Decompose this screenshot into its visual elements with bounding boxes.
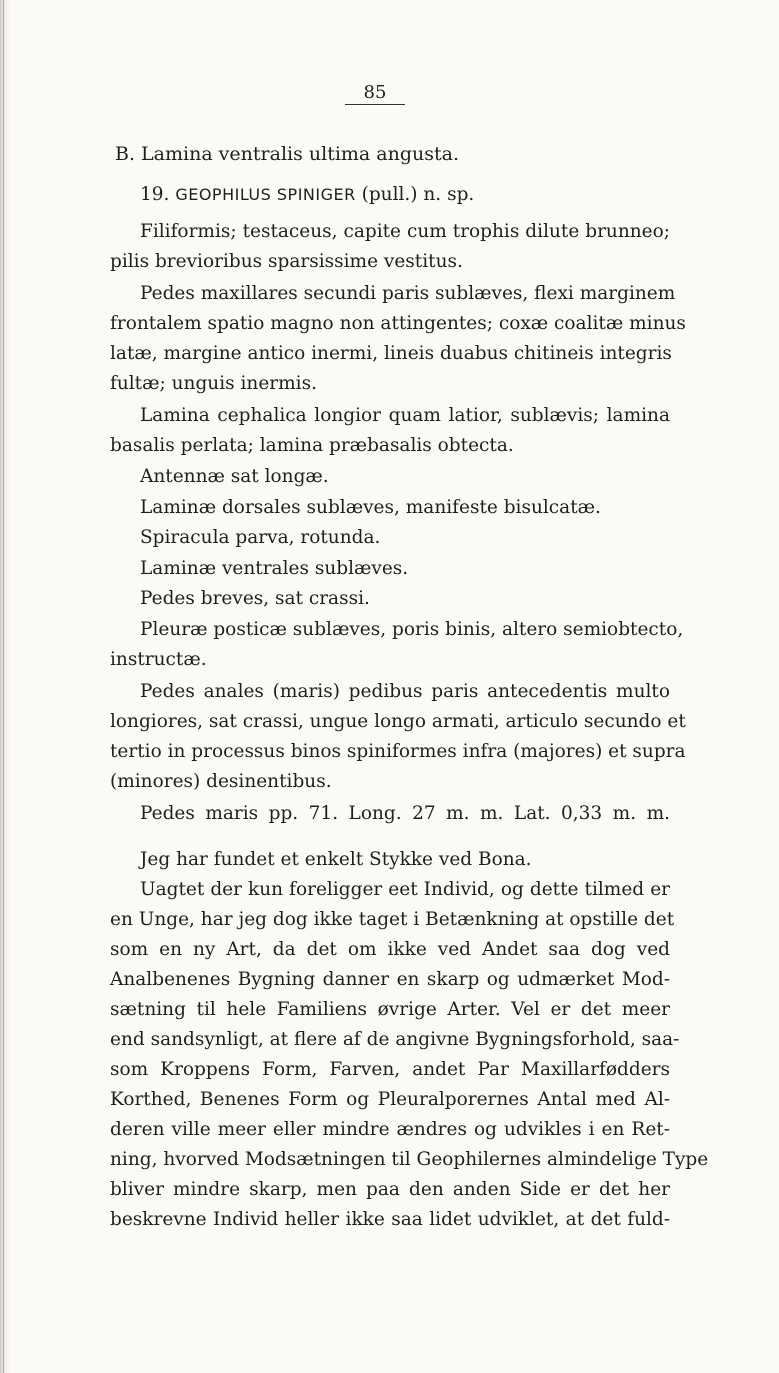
text-line: Laminæ dorsales sublæves, manifeste bisulcatæ. — [140, 497, 601, 518]
species-author: (pull.) n. sp. — [361, 184, 475, 205]
text-line: Spiracula parva, rotunda. — [140, 527, 381, 548]
section-heading: B. Lamina ventralis ultima angusta. — [115, 143, 460, 165]
text-line: Filiformis; testaceus, capite cum trophis dilute brunneo; — [140, 221, 670, 242]
text-line: som en ny Art, da det om ikke ved Andet saa dog ved — [110, 939, 670, 960]
text-line: deren ville meer eller mindre ændres og udvikles i en Ret- — [110, 1119, 670, 1140]
text-line: longiores, sat crassi, ungue longo armati, articulo secundo et — [110, 711, 686, 732]
text-line: basalis perlata; lamina præbasalis obtecta. — [110, 435, 514, 456]
text-line: frontalem spatio magno non attingentes; coxæ coalitæ minus — [110, 313, 686, 334]
text-line: som Kroppens Form, Farven, andet Par Maxillarfødders — [110, 1059, 670, 1080]
text-line: Antennæ sat longæ. — [140, 466, 329, 487]
text-line: beskrevne Individ heller ikke saa lidet udviklet, at det fuld- — [110, 1209, 670, 1230]
text-line: ning, hvorved Modsætningen til Geophilernes almindelige Type — [110, 1149, 709, 1170]
text-line: instructæ. — [110, 649, 207, 670]
text-line: Korthed, Benenes Form og Pleuralporernes Antal med Al- — [110, 1089, 670, 1110]
text-line: sætning til hele Familiens øvrige Arter. Vel er det meer — [110, 999, 670, 1020]
text-line: Uagtet der kun foreligger eet Individ, og dette tilmed er — [140, 879, 670, 900]
species-name: GEOPHILUS SPINIGER — [175, 185, 356, 204]
text-line: Pleuræ posticæ sublæves, poris binis, altero semiobtecto, — [140, 619, 684, 640]
text-line: Lamina cephalica longior quam latior, sublævis; lamina — [140, 405, 670, 426]
text-line: Analbenenes Bygning danner en skarp og udmærket Mod- — [110, 969, 670, 990]
text-line: en Unge, har jeg dog ikke taget i Betænkning at opstille det — [110, 909, 675, 930]
text-line: Jeg har fundet et enkelt Stykke ved Bona. — [140, 849, 532, 870]
species-number: 19. — [140, 184, 170, 205]
page-number: 85 — [345, 82, 405, 105]
text-line: end sandsynligt, at flere af de angivne Bygningsforhold, saa- — [110, 1029, 680, 1050]
text-line: Pedes breves, sat crassi. — [140, 588, 370, 609]
measurements-line: Pedes maris pp. 71. Long. 27 m. m. Lat. 0,33 m. m. — [140, 803, 670, 824]
text-line: fultæ; unguis inermis. — [110, 373, 317, 394]
text-line: bliver mindre skarp, men paa den anden Side er det her — [110, 1179, 670, 1200]
text-line: Laminæ ventrales sublæves. — [140, 558, 409, 579]
text-line: latæ, margine antico inermi, lineis duabus chitineis integris — [110, 343, 672, 364]
text-line: pilis brevioribus sparsissime vestitus. — [110, 251, 463, 272]
page-binding-edge — [0, 0, 10, 1373]
text-line: Pedes maxillares secundi paris sublæves, flexi marginem — [140, 283, 676, 304]
text-line: tertio in processus binos spiniformes infra (majores) et supra — [110, 741, 686, 762]
page-binding-line — [3, 0, 4, 1373]
text-line: (minores) desinentibus. — [110, 771, 332, 792]
text-line: Pedes anales (maris) pedibus paris antecedentis multo — [140, 681, 670, 702]
species-heading — [140, 183, 700, 207]
